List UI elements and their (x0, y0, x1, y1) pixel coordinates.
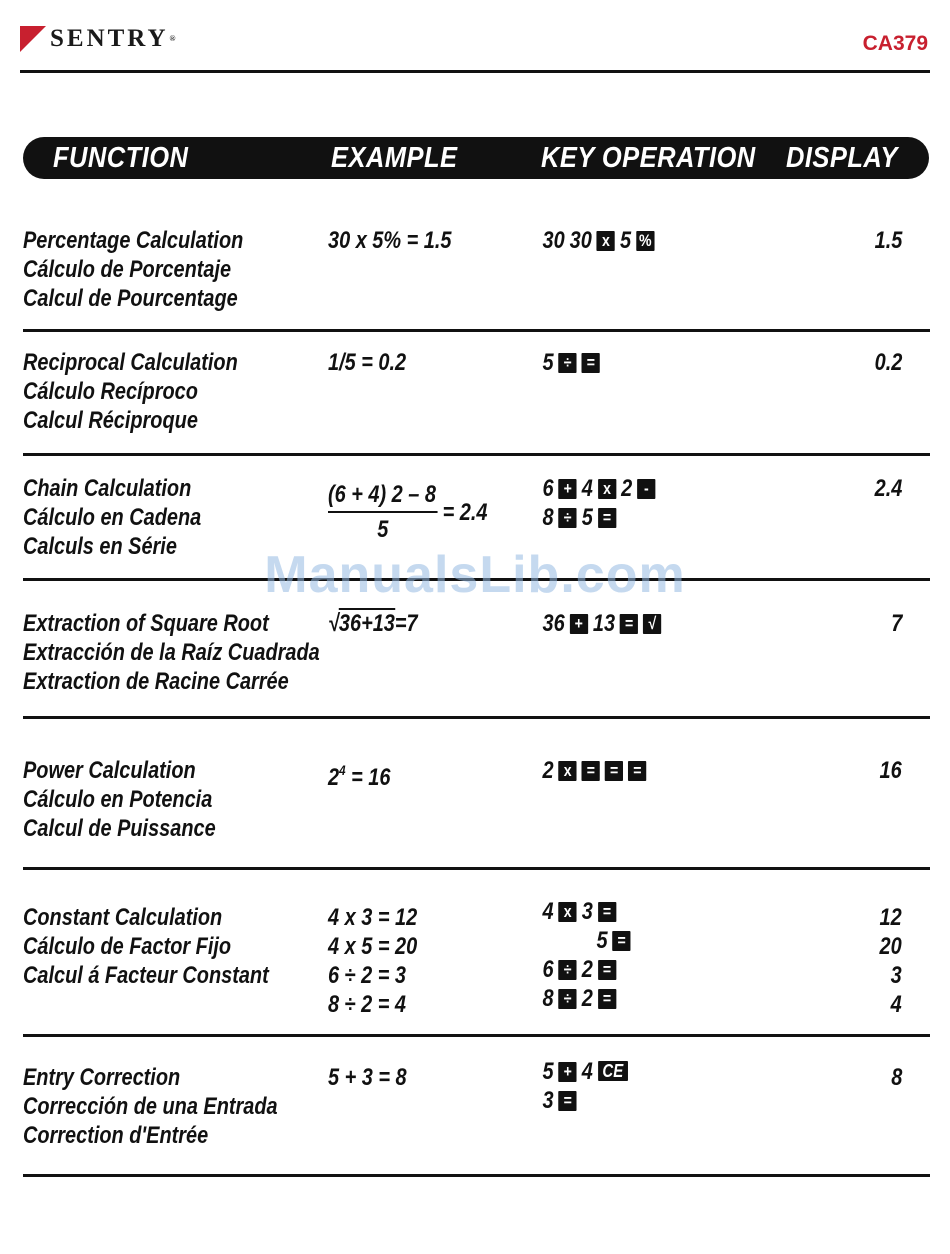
example-cell: 1/5 = 0.2 (328, 349, 407, 376)
display-cell: 16 (879, 757, 902, 784)
brand-name: SENTRY® (50, 25, 179, 52)
equals-key: = (605, 761, 623, 781)
clear-entry-key: CE (598, 1061, 628, 1081)
multiply-key: x (597, 231, 615, 251)
plus-key: + (570, 614, 588, 634)
header-divider (20, 70, 930, 73)
divide-key: ÷ (559, 353, 577, 373)
row-divider (23, 1034, 930, 1037)
key-operation-cell: 6 + 4 x 2 - 8 ÷ 5 = (540, 474, 658, 532)
function-cell: Constant Calculation Cálculo de Factor Fijo Calcul á Facteur Constant (23, 904, 269, 989)
plus-key: + (559, 1062, 577, 1082)
display-cell: 1.5 (874, 227, 902, 254)
equals-key: = (598, 508, 616, 528)
function-cell: Power Calculation Cálculo en Potencia Calcul de Puissance (23, 757, 216, 842)
key-operation-cell: 4 x 3 = 5 = 6 ÷ 2 = 8 ÷ 2 = (540, 897, 633, 1013)
equals-key: = (598, 989, 616, 1009)
key-operation-cell: 2 x = = = (540, 756, 649, 785)
column-header-function: FUNCTION (53, 142, 189, 174)
row-divider (23, 329, 930, 332)
multiply-key: x (559, 761, 577, 781)
square-root-key: √ (643, 614, 661, 634)
column-header-example: EXAMPLE (331, 142, 458, 174)
equals-key: = (620, 614, 638, 634)
key-operation-cell: 30 30 x 5 % (540, 226, 657, 255)
key-operation-cell: 5 + 4 CE 3 = (540, 1057, 630, 1115)
function-cell: Entry Correction Corrección de una Entrada Correction d'Entrée (23, 1064, 278, 1149)
model-number: CA379 (862, 32, 928, 55)
row-divider (23, 453, 930, 456)
display-cell: 0.2 (874, 349, 902, 376)
key-operation-cell: 36 + 13 = √ (540, 609, 664, 638)
example-cell: 4 x 3 = 12 4 x 5 = 20 6 ÷ 2 = 3 8 ÷ 2 = 4 (328, 904, 418, 1018)
equals-key: = (598, 960, 616, 980)
row-divider (23, 716, 930, 719)
function-cell: Percentage Calculation Cálculo de Porcentaje Calcul de Pourcentage (23, 227, 244, 312)
minus-key: - (637, 479, 655, 499)
divide-key: ÷ (559, 989, 577, 1009)
function-cell: Chain Calculation Cálculo en Cadena Calculs en Série (23, 475, 202, 560)
display-cell: 2.4 (874, 475, 902, 502)
brand-logo (20, 26, 179, 52)
row-divider (23, 867, 930, 870)
row-divider (23, 1174, 930, 1177)
multiply-key: x (598, 479, 616, 499)
equals-key: = (613, 931, 631, 951)
function-cell: Reciprocal Calculation Cálculo Recíproco Calcul Réciproque (23, 349, 238, 434)
equals-key: = (598, 902, 616, 922)
percent-key: % (636, 231, 654, 251)
watermark: ManualsLib.com (264, 546, 686, 604)
column-header-bar (23, 137, 929, 179)
equals-key: = (582, 353, 600, 373)
example-cell: 5 + 3 = 8 (328, 1064, 407, 1091)
display-cell: 12 20 3 4 (879, 904, 902, 1018)
display-cell: 8 (890, 1064, 902, 1091)
equals-key: = (559, 1091, 577, 1111)
divide-key: ÷ (559, 960, 577, 980)
equals-key: = (628, 761, 646, 781)
column-header-key-operation: KEY OPERATION (541, 142, 756, 174)
example-cell: 30 x 5% = 1.5 (328, 227, 452, 254)
sentry-triangle-icon (20, 26, 46, 52)
divide-key: ÷ (559, 508, 577, 528)
column-header-display: DISPLAY (786, 142, 898, 174)
fraction: $\frac{(6 + 4) 2 - 8}{5}$ (328, 481, 436, 543)
function-cell: Extraction of Square Root Extracción de la Raíz Cuadrada Extraction de Racine Carrée (23, 610, 320, 695)
display-cell: 7 (890, 610, 902, 637)
example-cell: $\frac{(6 + 4) 2 - 8}{5}$ = 2.4 (328, 481, 488, 543)
key-operation-cell: 5 ÷ = (540, 348, 603, 377)
plus-key: + (559, 479, 577, 499)
example-cell: $2^4 = 16$ (328, 762, 391, 791)
example-cell: √36+13=7 (328, 610, 418, 637)
equals-key: = (582, 761, 600, 781)
multiply-key: x (559, 902, 577, 922)
